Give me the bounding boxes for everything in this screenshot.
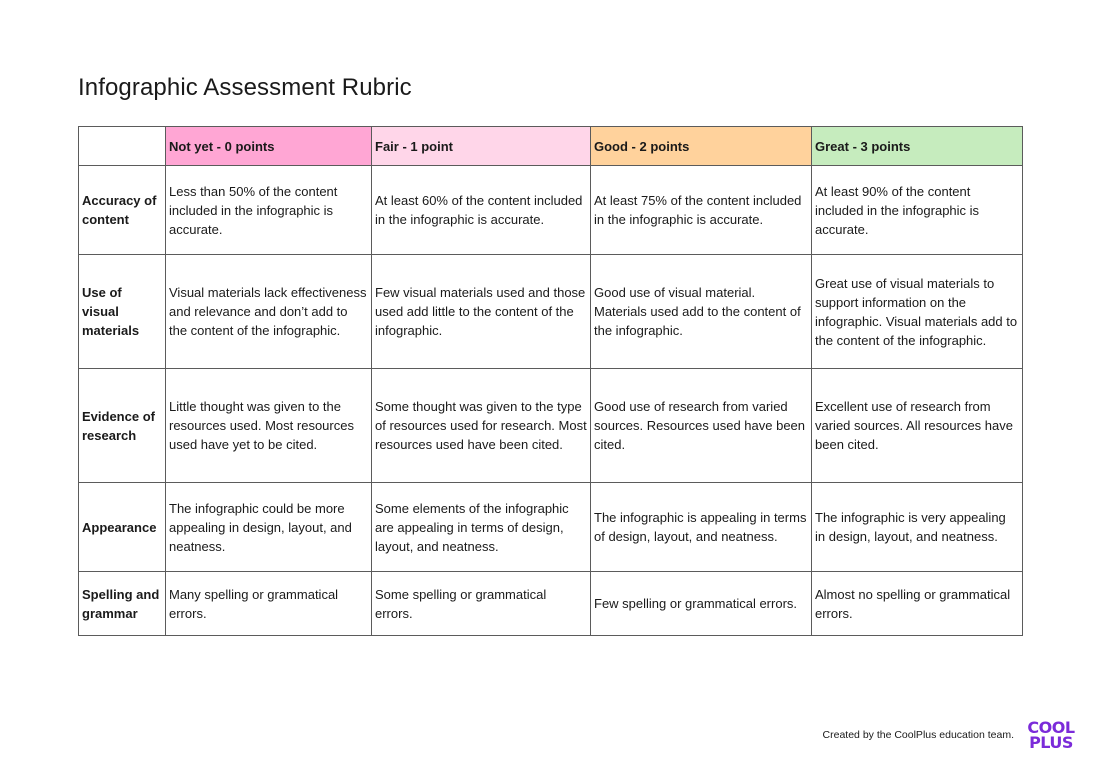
coolplus-logo: [1023, 720, 1079, 754]
rubric-cell: Little thought was given to the resources used. Most resources used have yet to be cited.: [166, 369, 372, 483]
criterion-label: Use of visual materials: [79, 255, 166, 369]
rubric-cell: Almost no spelling or grammatical errors.: [812, 572, 1023, 636]
header-level-fair: Fair - 1 point: [372, 127, 591, 166]
rubric-cell: Many spelling or grammatical errors.: [166, 572, 372, 636]
rubric-cell: Some spelling or grammatical errors.: [372, 572, 591, 636]
table-row: [79, 483, 1023, 572]
rubric-cell: Great use of visual materials to support information on the infographic. Visual materials add to the content of the infographic.: [812, 255, 1023, 369]
rubric-cell: Few visual materials used and those used add little to the content of the infographic.: [372, 255, 591, 369]
rubric-cell: The infographic is very appealing in design, layout, and neatness.: [812, 483, 1023, 572]
header-level-good: Good - 2 points: [591, 127, 812, 166]
table-row: [79, 572, 1023, 636]
table-row: [79, 166, 1023, 255]
footer-credit: Created by the CoolPlus education team.: [822, 729, 1014, 741]
logo-text-line2: PLUS: [1029, 733, 1073, 752]
rubric-cell: Some thought was given to the type of resources used for research. Most resources used have been cited.: [372, 369, 591, 483]
rubric-cell: Some elements of the infographic are appealing in terms of design, layout, and neatness.: [372, 483, 591, 572]
rubric-cell: Good use of research from varied sources. Resources used have been cited.: [591, 369, 812, 483]
criterion-label: Spelling and grammar: [79, 572, 166, 636]
header-corner-cell: [79, 127, 166, 166]
rubric-table: [78, 126, 1023, 636]
criterion-label: Appearance: [79, 483, 166, 572]
rubric-cell: The infographic is appealing in terms of design, layout, and neatness.: [591, 483, 812, 572]
logo-text-line1: COOL: [1027, 718, 1075, 737]
header-level-not-yet: Not yet - 0 points: [166, 127, 372, 166]
rubric-cell: Excellent use of research from varied sources. All resources have been cited.: [812, 369, 1023, 483]
criterion-label: Accuracy of content: [79, 166, 166, 255]
criterion-label: Evidence of research: [79, 369, 166, 483]
table-row: [79, 255, 1023, 369]
header-level-great: Great - 3 points: [812, 127, 1023, 166]
rubric-cell: At least 75% of the content included in the infographic is accurate.: [591, 166, 812, 255]
rubric-cell: At least 90% of the content included in the infographic is accurate.: [812, 166, 1023, 255]
rubric-cell: Visual materials lack effectiveness and relevance and don’t add to the content of the infographic.: [166, 255, 372, 369]
rubric-cell: Good use of visual material. Materials used add to the content of the infographic.: [591, 255, 812, 369]
rubric-cell: The infographic could be more appealing in design, layout, and neatness.: [166, 483, 372, 572]
page-title: Infographic Assessment Rubric: [78, 74, 412, 101]
header-row: [79, 127, 1023, 166]
rubric-cell: At least 60% of the content included in the infographic is accurate.: [372, 166, 591, 255]
rubric-cell: Few spelling or grammatical errors.: [591, 572, 812, 636]
rubric-cell: Less than 50% of the content included in the infographic is accurate.: [166, 166, 372, 255]
table-row: [79, 369, 1023, 483]
